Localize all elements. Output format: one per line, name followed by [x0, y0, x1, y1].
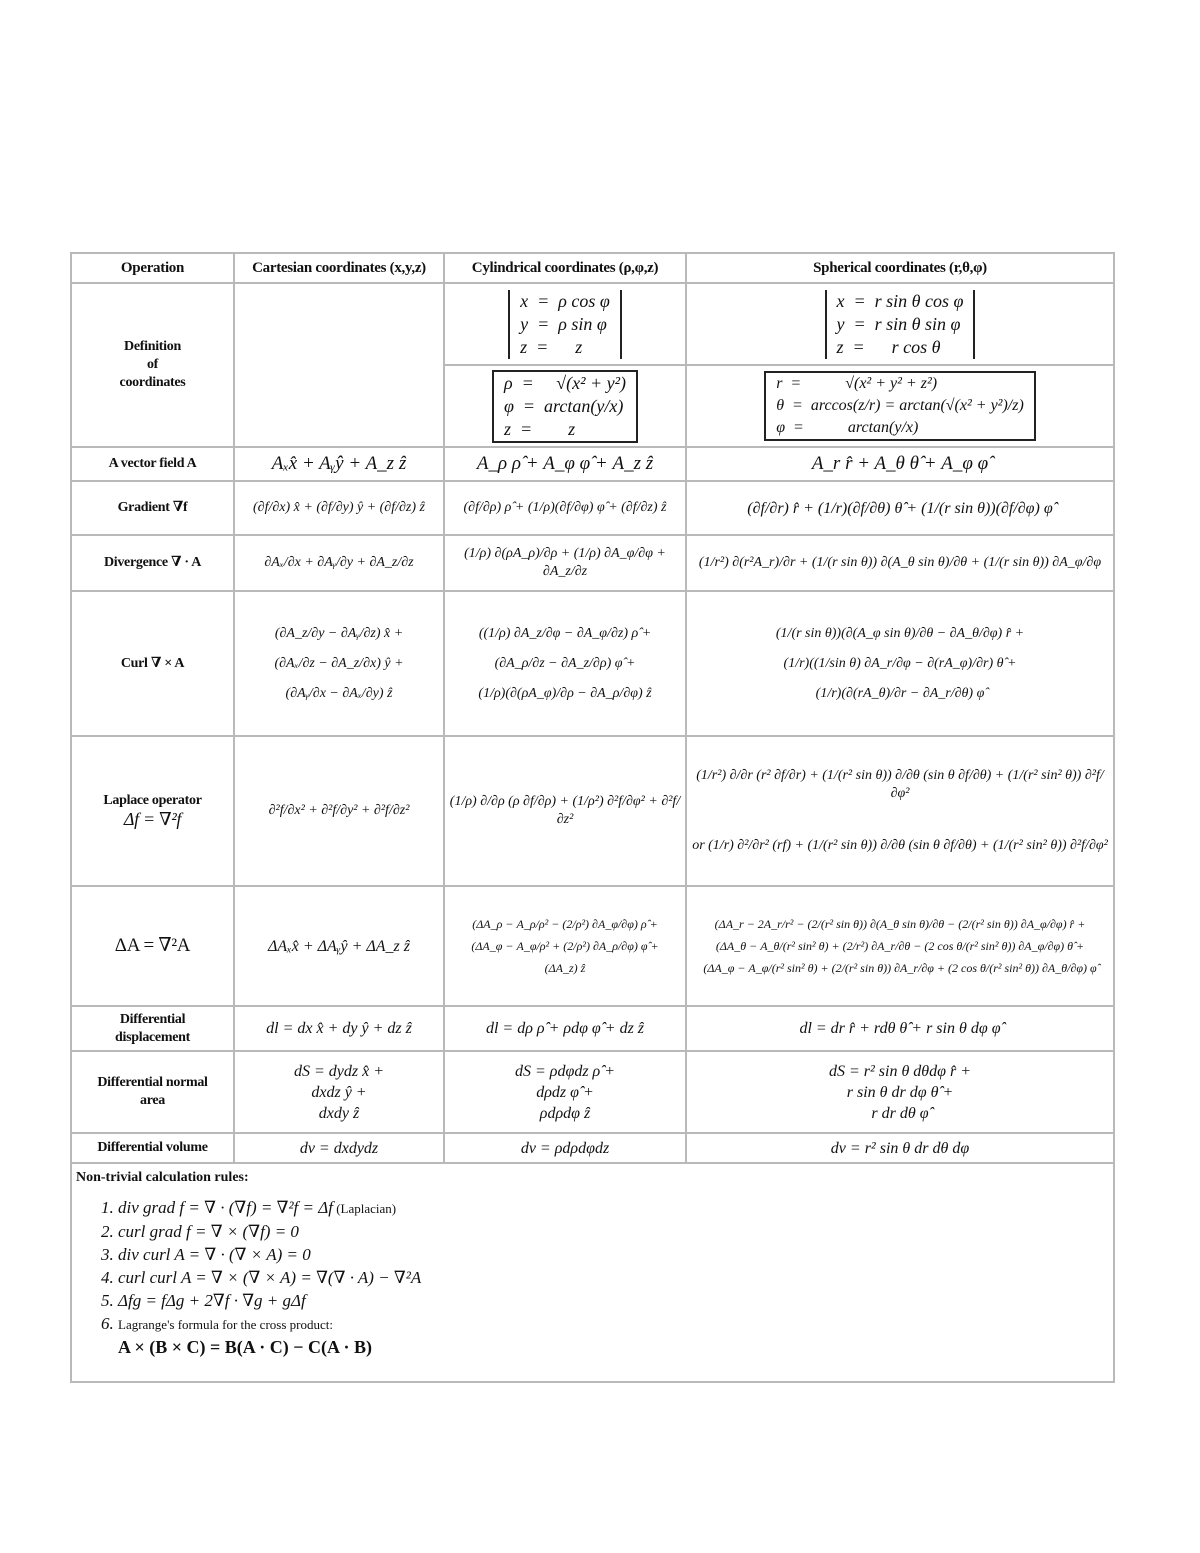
rule-note: Lagrange's formula for the cross product: [118, 1317, 333, 1332]
rule-item [118, 1266, 1109, 1289]
area-cylindrical: dS = ρdφdz ρ̂ + dρdz φ̂ + ρdρdφ ẑ [444, 1051, 686, 1133]
row-laplace [71, 736, 1114, 886]
header-operation: Operation [71, 253, 234, 283]
cyl-to-cartesian-matrix: x = ρ cos φ y = ρ sin φ z = z [508, 290, 622, 359]
label-laplace: Laplace operator [103, 792, 202, 808]
rule-item [118, 1220, 1109, 1243]
curl-cylindrical: ((1/ρ) ∂A_z/∂φ − ∂A_φ/∂z) ρ̂ + (∂A_ρ/∂z − ∂A_z/∂ρ) φ̂ + (1/ρ)(∂(ρA_φ)/∂ρ − ∂A_ρ/∂φ) ẑ [444, 591, 686, 736]
volume-cylindrical: dv = ρdρdφdz [444, 1133, 686, 1163]
divergence-spherical: (1/r²) ∂(r²A_r)/∂r + (1/(r sin θ)) ∂(A_θ sin θ)/∂θ + (1/(r sin θ)) ∂A_φ/∂φ [686, 535, 1114, 591]
label-gradient: Gradient ∇f [71, 481, 234, 535]
cell-definition-spherical [686, 283, 1114, 447]
label-area: Differential normal area [71, 1051, 234, 1133]
rule-item [118, 1312, 1109, 1359]
gradient-spherical: (∂f/∂r) r̂ + (1/r)(∂f/∂θ) θ̂ + (1/(r sin θ))(∂f/∂φ) φ̂ [686, 481, 1114, 535]
formula-table [70, 252, 1115, 1383]
vector-laplace-cartesian: ΔAₓx̂ + ΔAᵧŷ + ΔA_z ẑ [234, 886, 444, 1006]
rule-formula: curl grad f = ∇ × (∇f) = 0 [118, 1222, 299, 1241]
cell-definition-cylindrical [444, 283, 686, 447]
laplace-spherical-cell [686, 736, 1114, 886]
cartesian-to-cyl-matrix: ρ = √(x² + y²) φ = arctan(y/x) z = z [492, 370, 638, 443]
sph-to-cartesian-matrix: x = r sin θ cos φ y = r sin θ sin φ z = r cos θ [825, 290, 976, 359]
laplace-spherical-form1: (1/r²) ∂/∂r (r² ∂f/∂r) + (1/(r² sin θ)) ∂/∂θ (sin θ ∂f/∂θ) + (1/(r² sin² θ)) ∂²f/∂φ² [696, 768, 1104, 801]
rule-item [118, 1243, 1109, 1266]
header-row [71, 253, 1114, 283]
area-cartesian: dS = dydz x̂ + dxdz ŷ + dxdy ẑ [234, 1051, 444, 1133]
rule-item [118, 1289, 1109, 1312]
rules-title: Non-trivial calculation rules: [76, 1170, 249, 1185]
laplace-cylindrical: (1/ρ) ∂/∂ρ (ρ ∂f/∂ρ) + (1/ρ²) ∂²f/∂φ² + ∂²f/∂z² [444, 736, 686, 886]
row-gradient [71, 481, 1114, 535]
laplace-cartesian: ∂²f/∂x² + ∂²f/∂y² + ∂²f/∂z² [234, 736, 444, 886]
header-cylindrical: Cylindrical coordinates (ρ,φ,z) [444, 253, 686, 283]
row-volume [71, 1133, 1114, 1163]
row-definition [71, 283, 1114, 447]
rule-note: (Laplacian) [332, 1201, 397, 1216]
header-cartesian: Cartesian coordinates (x,y,z) [234, 253, 444, 283]
curl-spherical: (1/(r sin θ))(∂(A_φ sin θ)/∂θ − ∂A_θ/∂φ) r̂ + (1/r)((1/sin θ) ∂A_r/∂φ − ∂(rA_φ)/∂r) θ̂ + (1/r)(∂(rA_θ)/∂r − ∂A_r/∂θ) φ̂ [686, 591, 1114, 736]
vector-field-cylindrical: A_ρ ρ̂ + A_φ φ̂ + A_z ẑ [444, 447, 686, 481]
rules-cell [71, 1163, 1114, 1382]
cartesian-to-sph-matrix: r = √(x² + y² + z²) θ = arccos(z/r) = arctan(√(x² + y²)/z) φ = arctan(y/x) [764, 371, 1036, 441]
gradient-cylindrical: (∂f/∂ρ) ρ̂ + (1/ρ)(∂f/∂φ) φ̂ + (∂f/∂z) ẑ [444, 481, 686, 535]
rule-item [118, 1196, 1109, 1220]
label-vector-field: A vector field A [71, 447, 234, 481]
divergence-cylindrical: (1/ρ) ∂(ρA_ρ)/∂ρ + (1/ρ) ∂A_φ/∂φ + ∂A_z/∂z [444, 535, 686, 591]
displacement-spherical: dl = dr r̂ + rdθ θ̂ + r sin θ dφ φ̂ [686, 1006, 1114, 1051]
label-displacement: Differential displacement [71, 1006, 234, 1051]
row-vector-field [71, 447, 1114, 481]
gradient-cartesian: (∂f/∂x) x̂ + (∂f/∂y) ŷ + (∂f/∂z) ẑ [234, 481, 444, 535]
label-curl: Curl ∇ × A [71, 591, 234, 736]
volume-spherical: dv = r² sin θ dr dθ dφ [686, 1133, 1114, 1163]
displacement-cartesian: dl = dx x̂ + dy ŷ + dz ẑ [234, 1006, 444, 1051]
row-displacement [71, 1006, 1114, 1051]
row-rules [71, 1163, 1114, 1382]
rule-formula: div curl A = ∇ · (∇ × A) = 0 [118, 1245, 311, 1264]
vector-laplace-cylindrical: (ΔA_ρ − A_ρ/ρ² − (2/ρ²) ∂A_φ/∂φ) ρ̂ + (ΔA_φ − A_φ/ρ² + (2/ρ²) ∂A_ρ/∂φ) φ̂ + (ΔA_z) ẑ [444, 886, 686, 1006]
row-area [71, 1051, 1114, 1133]
row-curl [71, 591, 1114, 736]
label-laplace-cell [71, 736, 234, 886]
rule-formula: div grad f = ∇ · (∇f) = ∇²f = Δf [118, 1198, 333, 1217]
vector-calculus-table [70, 252, 1113, 1383]
label-definition: Definition of coordinates [71, 283, 234, 447]
volume-cartesian: dv = dxdydz [234, 1133, 444, 1163]
area-spherical: dS = r² sin θ dθdφ r̂ + r sin θ dr dφ θ̂ + r dr dθ φ̂ [686, 1051, 1114, 1133]
header-spherical: Spherical coordinates (r,θ,φ) [686, 253, 1114, 283]
rule-formula: A × (B × C) = B(A · C) − C(A · B) [118, 1337, 373, 1357]
cell-definition-cartesian [234, 283, 444, 447]
label-vector-laplace: ΔA = ∇²A [71, 886, 234, 1006]
row-vector-laplace [71, 886, 1114, 1006]
vector-laplace-spherical: (ΔA_r − 2A_r/r² − (2/(r² sin θ)) ∂(A_θ sin θ)/∂θ − (2/(r² sin θ)) ∂A_φ/∂φ) r̂ + (ΔA_θ − A_θ/(r² sin² θ) + (2/r²) ∂A_r/∂θ − (2 cos θ/(r² sin² θ)) ∂A_φ/∂φ) θ̂ + (ΔA_φ − A_φ/(r² sin² θ) + (2/(r² sin θ)) ∂A_r/∂φ + (2 cos θ/(r² sin² θ)) ∂A_θ/∂φ) φ̂ [686, 886, 1114, 1006]
displacement-cylindrical: dl = dρ ρ̂ + ρdφ φ̂ + dz ẑ [444, 1006, 686, 1051]
rules-list [76, 1196, 1109, 1359]
laplace-spherical-form2: or (1/r) ∂²/∂r² (rf) + (1/(r² sin θ)) ∂/∂θ (sin θ ∂f/∂θ) + (1/(r² sin² θ)) ∂²f/∂φ² [692, 838, 1108, 853]
vector-field-spherical: A_r r̂ + A_θ θ̂ + A_φ φ̂ [686, 447, 1114, 481]
label-divergence: Divergence ∇ · A [71, 535, 234, 591]
rule-formula: Δfg = fΔg + 2∇f · ∇g + gΔf [118, 1291, 306, 1310]
rule-formula: curl curl A = ∇ × (∇ × A) = ∇(∇ · A) − ∇²A [118, 1268, 422, 1287]
label-volume: Differential volume [71, 1133, 234, 1163]
curl-cartesian: (∂A_z/∂y − ∂Aᵧ/∂z) x̂ + (∂Aₓ/∂z − ∂A_z/∂x) ŷ + (∂Aᵧ/∂x − ∂Aₓ/∂y) ẑ [234, 591, 444, 736]
row-divergence [71, 535, 1114, 591]
vector-field-cartesian: Aₓx̂ + Aᵧŷ + A_z ẑ [234, 447, 444, 481]
divergence-cartesian: ∂Aₓ/∂x + ∂Aᵧ/∂y + ∂A_z/∂z [234, 535, 444, 591]
label-laplace-formula: Δf = ∇²f [123, 808, 182, 829]
